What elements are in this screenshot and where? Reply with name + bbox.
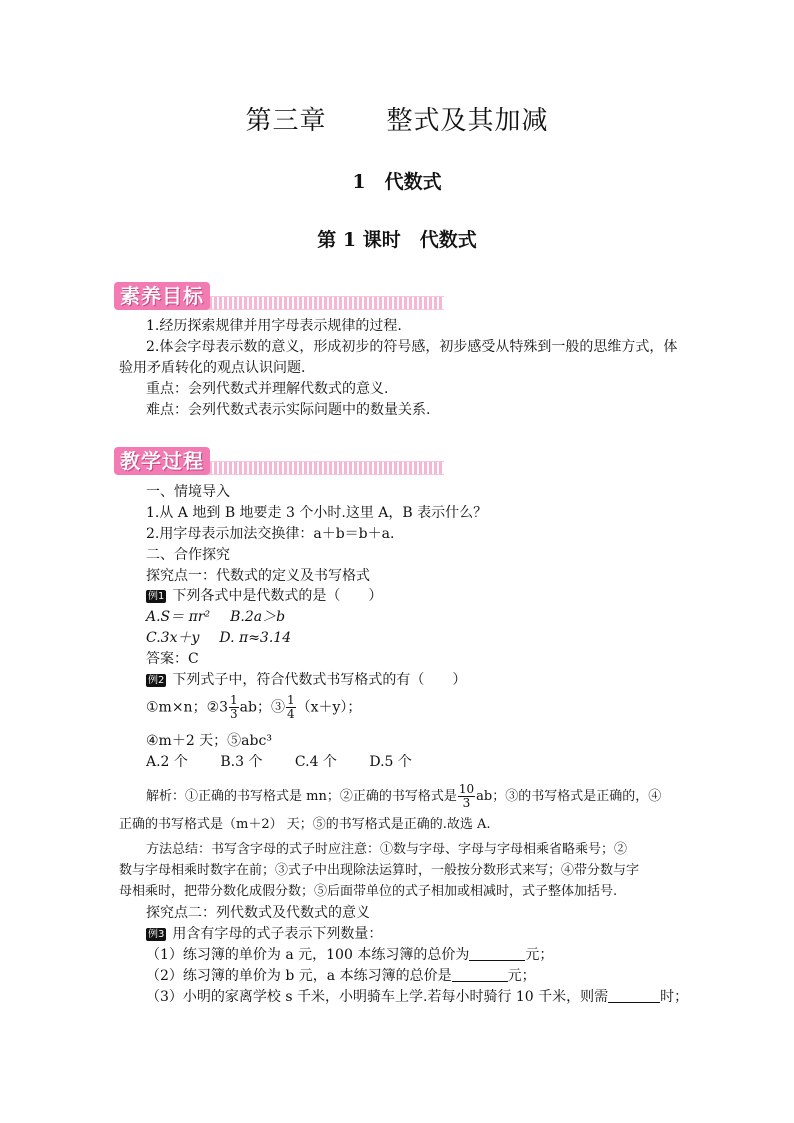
- example-1-question: 例1 下列各式中是代数式的是（ ）: [148, 588, 383, 604]
- goal-2-line-2: 验用矛盾转化的观点认识问题.: [119, 360, 306, 376]
- method-summary-2: 数与字母相乘时数字在前；③式子中出现除法运算时，一般按分数形式来写；④带分数与字: [119, 863, 640, 878]
- answer-blank[interactable]: [608, 988, 660, 1003]
- explore-point-1: 探究点一：代数式的定义及书写格式: [146, 568, 370, 584]
- example-1-options-cd: [146, 628, 291, 648]
- option-d: D. π≈3.14: [219, 630, 292, 646]
- heading-intro: 一、情境导入: [146, 484, 230, 500]
- method-summary-3: 母相乘时，把带分数化成假分数；⑤后面带单位的式子相加或相减时，式子整体加括号.: [119, 884, 618, 899]
- key-point: 重点：会列代数式并理解代数式的意义.: [146, 381, 389, 397]
- example-2-options: A.2 个 B.3 个 C.4 个 D.5 个: [146, 754, 412, 770]
- example-2-line-1: ①m×n；②3 $\frac{1}{3}$ ab；③ $\frac{1}{4}$ （x＋y）；: [146, 693, 362, 721]
- analysis-line-2: 正确的书写格式是（m＋2） 天；⑤的书写格式是正确的.故选 A.: [119, 817, 491, 832]
- example-1-answer: 答案：C: [146, 651, 199, 667]
- answer-blank[interactable]: [452, 967, 508, 982]
- example-3-item-3: （3）小明的家离学校 s 千米，小明骑车上学.若每小时骑行 10 千米，则需 时；: [146, 989, 689, 1005]
- example-3-tag: 例3: [148, 929, 165, 940]
- banner-stripe: [174, 296, 444, 310]
- process-banner: [114, 447, 444, 477]
- goals-banner-label: 素养目标: [114, 282, 210, 310]
- option-b: B.2a＞b: [230, 609, 286, 625]
- example-1-options-ab: [146, 607, 285, 627]
- goals-banner: [114, 282, 444, 312]
- intro-question-1: 1.从 A 地到 B 地要走 3 个小时.这里 A，B 表示什么？: [146, 505, 488, 521]
- lesson-title: 第 1 课时 代数式: [317, 229, 477, 251]
- intro-question-2: 2.用字母表示加法交换律：a＋b＝b＋a.: [146, 526, 395, 542]
- goal-2-line-1: 2.体会字母表示数的意义，形成初步的符号感，初步感受从特殊到一般的思维方式，体: [146, 339, 678, 355]
- option-a: A.S＝ πr²: [146, 609, 211, 625]
- analysis-line-1: 解析：①正确的书写格式是 mn；②正确的书写格式是 $\frac{10}{3}$ ab；③的书写格式是正确的，④: [146, 782, 662, 810]
- example-3-question: 例3 用含有字母的式子表示下列数量：: [148, 926, 383, 942]
- fraction-one-third: $\frac{1}{3}$: [230, 693, 238, 721]
- example-2-tag: 例2: [148, 675, 165, 686]
- example-2-line-2: ④m＋2 天；⑤abc³: [146, 733, 272, 749]
- example-3-item-1: （1）练习簿的单价为 a 元，100 本练习簿的总价为 元；: [146, 947, 554, 963]
- process-banner-label: 教学过程: [114, 447, 210, 475]
- banner-stripe: [174, 461, 444, 475]
- chapter-title: 整式及其加减: [386, 106, 549, 136]
- example-1-tag: 例1: [148, 591, 165, 602]
- example-3-item-2: （2）练习簿的单价为 b 元，a 本练习簿的总价是 元；: [146, 968, 536, 984]
- difficult-point: 难点：会列代数式表示实际问题中的数量关系.: [146, 402, 431, 418]
- example-2-question: 例2 下列式子中，符合代数式书写格式的有（ ）: [148, 672, 467, 688]
- section-title: 1 代数式: [352, 171, 442, 193]
- heading-explore: 二、合作探究: [146, 547, 230, 563]
- answer-blank[interactable]: [469, 946, 525, 961]
- goal-1: 1.经历探索规律并用字母表示规律的过程.: [146, 318, 402, 334]
- chapter-number: 第三章: [245, 106, 327, 136]
- fraction-one-quarter: $\frac{1}{4}$: [286, 693, 295, 721]
- option-c: C.3x＋y: [146, 630, 200, 646]
- chapter-heading: [0, 100, 794, 137]
- explore-point-2: 探究点二：列代数式及代数式的意义: [146, 905, 370, 921]
- method-summary-1: 方法总结：书写含字母的式子时应注意：①数与字母、字母与字母相乘省略乘号；②: [146, 842, 628, 857]
- fraction-ten-thirds: $\frac{10}{3}$: [458, 782, 475, 810]
